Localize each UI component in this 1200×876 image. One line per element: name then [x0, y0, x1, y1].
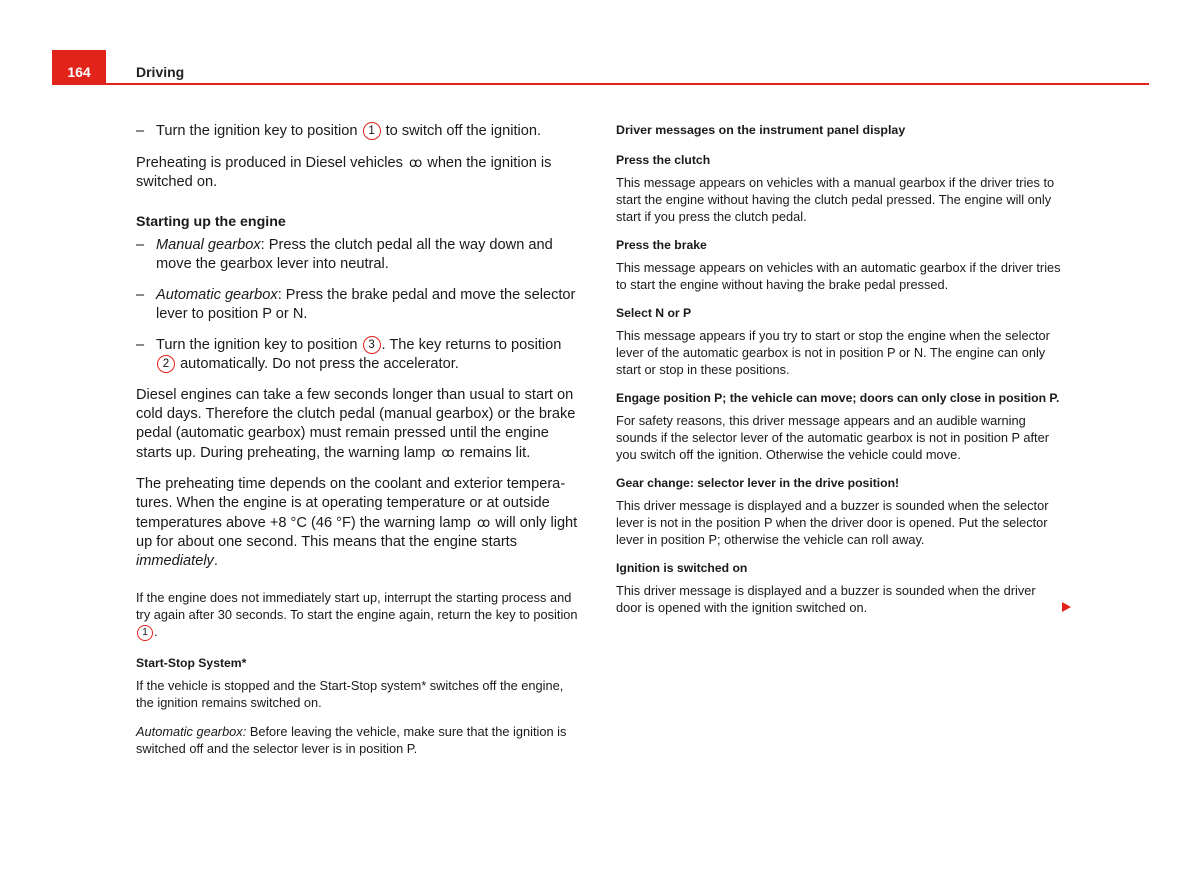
position-badge: 3 [363, 336, 381, 354]
message-text: For safety reasons, this driver message appears and an audible warning sounds if the selector lever of the automatic gearbox is not in position P after you switch off the ignition. Otherwise the vehicle could move. [616, 413, 1049, 462]
text: Before leaving the vehicle, make sure that the ignition is switched off and the selector lever is in position P. [136, 724, 567, 756]
text: when the ignition is switched on. [136, 155, 552, 190]
preheating-icon: ꝏ [441, 445, 454, 460]
text: Turn the ignition key to position [156, 123, 358, 139]
heading-driver-messages: Driver messages on the instrument panel display [616, 123, 906, 137]
message-title: Gear change: selector lever in the drive position! [616, 476, 900, 490]
right-column [616, 122, 1062, 628]
text: The preheating time depends on the coolant and exterior temperatures. When the engine is at operating temperature or at outside temperatures above +8 °C (46 °F) the warning lamp [136, 476, 566, 531]
preheating-icon: ꝏ [408, 155, 422, 170]
text: . [154, 624, 158, 639]
text: Diesel engines can take a few seconds longer than usual to start on cold days. Therefore the clutch pedal (manual gearbox) or the brake pedal (automatic gearbox) must remain pressed until the engine starts up. During preheating, the warning lamp [136, 387, 576, 461]
continue-arrow-icon [1062, 602, 1071, 612]
text: Turn the ignition key to position [156, 337, 358, 353]
message-text: This message appears on vehicles with an automatic gearbox if the driver tries to start the engine without having the brake pedal pressed. [616, 260, 1061, 292]
heading-start-stop: Start-Stop System* [136, 656, 247, 670]
step-turn-key [136, 336, 580, 374]
dash: – [136, 123, 145, 139]
message-text: This driver message is displayed and a buzzer is sounded when the driver door is opened with the ignition switched on. [616, 583, 1036, 615]
text: will only light up for about one second. This means that the engine starts [136, 515, 578, 550]
message-title: Select N or P [616, 306, 692, 320]
emphasis: Automatic gearbox: [136, 724, 247, 739]
emphasis: immediately [136, 553, 214, 569]
position-badge: 1 [137, 625, 153, 641]
position-badge: 2 [157, 355, 175, 373]
restart-note [136, 589, 580, 641]
preheating-paragraph [136, 153, 580, 192]
automatic-gearbox-note [136, 723, 580, 757]
header-rule [52, 83, 1149, 85]
preheating-time-paragraph [136, 475, 580, 571]
dash: – [136, 337, 145, 353]
text: automatically. Do not press the accelerator. [180, 356, 459, 372]
message-title: Press the clutch [616, 153, 711, 167]
step-manual-gearbox [136, 236, 580, 274]
heading-starting-engine: Starting up the engine [136, 214, 286, 230]
text: If the engine does not immediately start up, interrupt the starting process and try again after 30 seconds. To start the engine again, return the key to position [136, 590, 578, 622]
step-automatic-gearbox [136, 286, 580, 324]
message-title: Ignition is switched on [616, 561, 748, 575]
text: remains lit. [459, 445, 531, 461]
emphasis: Automatic gearbox [156, 287, 278, 303]
section-title: Driving [136, 64, 185, 80]
text: : Press the brake pedal and move the selector lever to position P or N. [156, 287, 576, 322]
text: . [213, 553, 218, 569]
left-column [136, 122, 580, 769]
text: . The key returns to position [381, 337, 562, 353]
emphasis: Manual gearbox [156, 237, 261, 253]
text: to switch off the ignition. [385, 123, 542, 139]
text: : Press the clutch pedal all the way down and move the gearbox lever into neutral. [156, 237, 553, 272]
preheating-icon: ꝏ [477, 515, 490, 530]
step-switch-off [136, 122, 580, 141]
page-header [52, 50, 1149, 86]
text: Preheating is produced in Diesel vehicles [136, 155, 403, 171]
message-title: Press the brake [616, 238, 707, 252]
position-badge: 1 [363, 122, 381, 140]
diesel-paragraph [136, 386, 580, 463]
page-number: 164 [52, 50, 106, 84]
message-title: Engage position P; the vehicle can move; doors can only close in position P. [616, 391, 1060, 405]
message-text: This message appears if you try to start or stop the engine when the selector lever of the automatic gearbox is not in position P or N. The engine can only start or stop in these positions. [616, 328, 1050, 377]
start-stop-paragraph: If the vehicle is stopped and the Start-Stop system* switches off the engine, the ignition remains switched on. [136, 678, 564, 710]
dash: – [136, 237, 145, 253]
message-text: This driver message is displayed and a buzzer is sounded when the selector lever is not in the position P when the driver door is opened. Put the selector lever in position P; otherwise the vehicle can roll away. [616, 498, 1049, 547]
message-text: This message appears on vehicles with a manual gearbox if the driver tries to start the engine without having the clutch pedal pressed. The engine will only start if you press the clutch pedal. [616, 175, 1055, 224]
dash: – [136, 287, 145, 303]
